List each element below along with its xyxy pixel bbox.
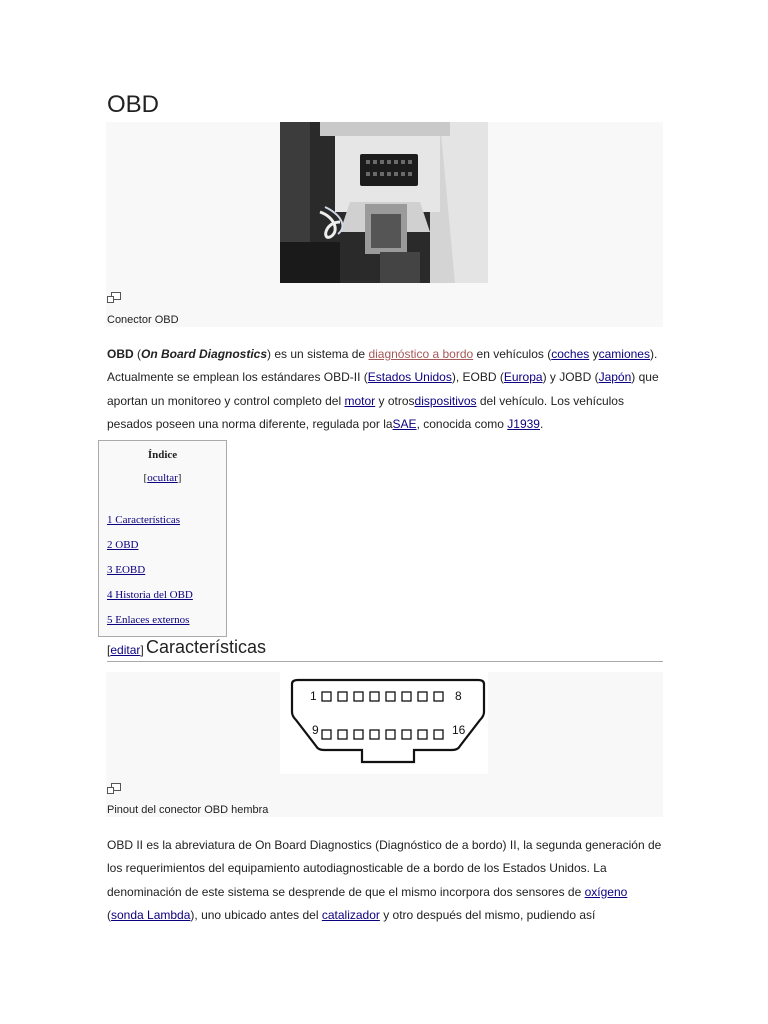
toc-title: Índice [147, 449, 178, 461]
link-camiones[interactable]: camiones [598, 347, 650, 361]
toc-item-historia[interactable]: 4 Historia del OBD [107, 589, 193, 601]
link-diagnostico-a-bordo[interactable]: diagnóstico a bordo [368, 347, 474, 361]
link-coches[interactable]: coches [551, 347, 590, 361]
term-obd: OBD [107, 347, 134, 361]
intro-paragraph: OBD (On Board Diagnostics) es un sistema de diagnóstico a bordo en vehículos (coches ycamiones). Actualmente se emplean los estándares OBD-II (Estados Unidos), EOBD (Europa) y JOBD (Japón) que aportan un monitoreo y control completo del motor y otrosdispositivos del vehículo. Los vehículos pesados poseen una norma diferente, regulada por laSAE, conocida como J1939. [107, 347, 659, 431]
figure-obd-pinout [106, 672, 663, 817]
link-catalizador[interactable]: catalizador [321, 907, 380, 922]
link-estados-unidos[interactable]: Estados Unidos [367, 370, 452, 385]
pin-label-1: 1 [310, 689, 317, 703]
link-sae[interactable]: SAE [392, 416, 417, 431]
toc-item-eobd[interactable]: 3 EOBD [107, 564, 146, 576]
enlarge-icon[interactable] [107, 783, 121, 794]
edit-link[interactable]: editar [110, 643, 141, 657]
term-on-board-diagnostics: On Board Diagnostics [141, 347, 268, 361]
link-europa[interactable]: Europa [503, 370, 543, 385]
section-title: Características [146, 637, 267, 657]
pin-label-9: 9 [312, 723, 319, 737]
link-oxigeno[interactable]: oxígeno [584, 884, 628, 899]
table-of-contents [98, 440, 227, 637]
toc-item-caracteristicas[interactable]: 1 Características [107, 514, 180, 526]
figure-caption: Conector OBD [107, 314, 179, 326]
obd-connector-photo[interactable] [280, 122, 488, 283]
obd-pinout-diagram[interactable] [280, 672, 488, 774]
section-heading-caracteristicas [107, 636, 663, 662]
toc-toggle: [ocultar] [143, 472, 182, 484]
enlarge-icon[interactable] [107, 292, 121, 303]
pin-label-16: 16 [452, 723, 466, 737]
page-title: OBD [107, 90, 663, 124]
section-edit: [editar] [107, 643, 144, 657]
body-paragraph: OBD II es la abreviatura de On Board Diagnostics (Diagnóstico de a bordo) II, la segunda generación de los requerimientos del equipamiento autodiagnosticable de a bordo de los Estados Unidos. La denominación de este sistema se desprende de que el mismo incorpora dos sensores de oxígeno (sonda Lambda), uno ubicado antes del catalizador y otro después del mismo, pudiendo así [107, 838, 662, 922]
toc-hide-link[interactable]: ocultar [147, 472, 178, 484]
figure-caption: Pinout del conector OBD hembra [107, 804, 269, 816]
pin-label-8: 8 [455, 689, 462, 703]
link-sonda-lambda[interactable]: sonda Lambda [111, 907, 191, 922]
link-j1939[interactable]: J1939 [507, 416, 540, 431]
figure-obd-connector [106, 122, 663, 327]
link-dispositivos[interactable]: dispositivos [414, 393, 477, 408]
link-japon[interactable]: Japón [598, 370, 632, 385]
toc-item-obd[interactable]: 2 OBD [107, 539, 139, 551]
toc-item-enlaces-externos[interactable]: 5 Enlaces externos [107, 614, 190, 626]
link-motor[interactable]: motor [344, 393, 376, 408]
